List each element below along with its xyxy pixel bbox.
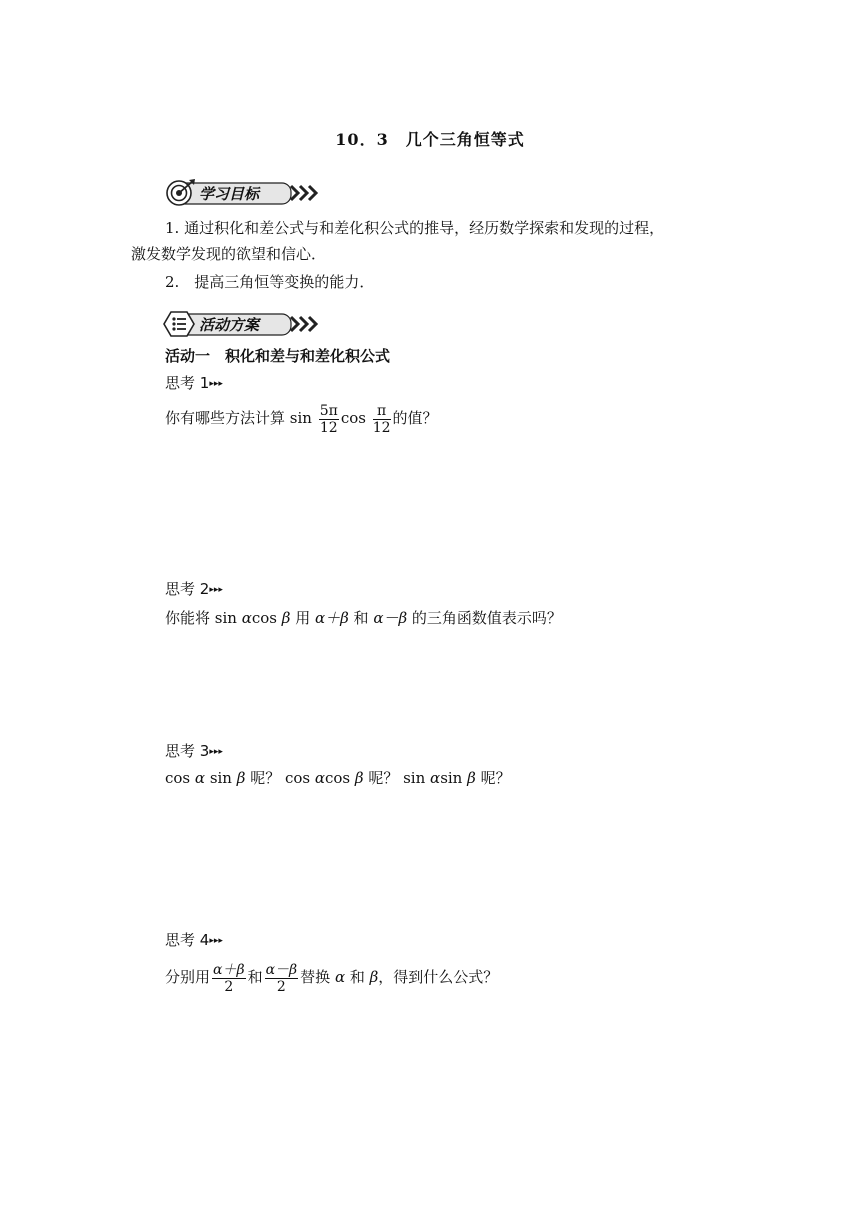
question-3 bbox=[165, 766, 511, 790]
beta-symbol: β bbox=[369, 968, 379, 986]
alpha-minus-beta: α－β bbox=[373, 609, 408, 627]
beta-symbol: β bbox=[467, 769, 476, 787]
q2-text: cos bbox=[251, 609, 282, 627]
q4-text-mid: 和 bbox=[247, 968, 263, 986]
fraction-numerator bbox=[212, 963, 246, 979]
q1-text-post: 的值？ bbox=[392, 409, 438, 427]
fraction-numerator bbox=[265, 963, 299, 979]
fraction-5pi-12 bbox=[319, 404, 339, 435]
alpha-symbol: α bbox=[334, 968, 346, 986]
page-title: 10．3 几个三角恒等式 bbox=[335, 130, 525, 149]
triple-arrow-icon: ▸▸▸ bbox=[209, 747, 223, 757]
fraction-denominator: 12 bbox=[319, 419, 338, 436]
beta-symbol: β bbox=[236, 769, 246, 787]
q3-text: cos bbox=[325, 769, 355, 787]
list-icon bbox=[164, 312, 194, 336]
activities-badge bbox=[163, 309, 323, 339]
fraction-alpha-plus-beta-over-2 bbox=[212, 963, 246, 994]
chevrons-icon bbox=[291, 186, 316, 200]
chevrons-icon bbox=[291, 317, 316, 331]
alpha-symbol: α bbox=[430, 769, 441, 787]
q2-text: 你能将 sin bbox=[165, 609, 242, 627]
objectives-badge bbox=[163, 178, 323, 208]
beta-symbol: β bbox=[354, 769, 364, 787]
alpha-symbol: α bbox=[314, 769, 325, 787]
q3-text: sin bbox=[205, 769, 237, 787]
numerator-expression: α＋β bbox=[213, 961, 245, 978]
objective-1-line-2: 激发数学发现的欲望和信心． bbox=[131, 245, 327, 263]
q1-text-pre: 你有哪些方法计算 sin bbox=[165, 409, 317, 427]
fraction-pi-12 bbox=[373, 404, 391, 435]
q4-text-pre: 分别用 bbox=[165, 968, 211, 986]
question-4 bbox=[165, 955, 498, 999]
q3-text: 呢？ cos bbox=[245, 769, 315, 787]
think-3-text: 思考 3 bbox=[165, 742, 210, 760]
q3-text: 呢？ bbox=[475, 769, 511, 787]
triple-arrow-icon: ▸▸▸ bbox=[209, 585, 223, 595]
fraction-denominator: 2 bbox=[224, 978, 234, 995]
fraction-denominator: 12 bbox=[372, 419, 391, 436]
q4-text: ，得到什么公式？ bbox=[378, 968, 499, 986]
q2-text: 的三角函数值表示吗？ bbox=[407, 609, 562, 627]
fraction-numerator: π bbox=[373, 404, 391, 420]
objectives-badge-label: 学习目标 bbox=[199, 185, 260, 203]
objective-2: 2. 提高三角恒等变换的能力． bbox=[165, 273, 375, 291]
question-2 bbox=[165, 606, 562, 630]
fraction-numerator: 5π bbox=[319, 402, 338, 419]
think-2-label bbox=[165, 578, 223, 599]
think-4-text: 思考 4 bbox=[165, 931, 210, 949]
q3-text: cos bbox=[165, 769, 195, 787]
think-2-text: 思考 2 bbox=[165, 580, 210, 598]
q1-text-mid: cos bbox=[340, 409, 371, 427]
alpha-symbol: α bbox=[194, 769, 206, 787]
activities-badge-label: 活动方案 bbox=[199, 316, 260, 334]
fraction-denominator: 2 bbox=[276, 978, 286, 995]
objective-1-line-1: 1. 通过积化和差公式与和差化积公式的推导，经历数学探索和发现的过程， bbox=[165, 219, 665, 237]
think-1-text: 思考 1 bbox=[165, 374, 210, 392]
q4-text: 替换 bbox=[300, 968, 335, 986]
think-1-label bbox=[165, 372, 223, 393]
q2-text: 和 bbox=[348, 609, 374, 627]
think-4-label bbox=[165, 929, 223, 950]
q3-text: 呢？ sin bbox=[363, 769, 431, 787]
triple-arrow-icon: ▸▸▸ bbox=[209, 936, 223, 946]
q3-text: sin bbox=[440, 769, 468, 787]
fraction-alpha-minus-beta-over-2 bbox=[265, 963, 299, 994]
question-1 bbox=[165, 398, 438, 438]
alpha-symbol: α bbox=[241, 609, 252, 627]
think-3-label bbox=[165, 740, 223, 761]
numerator-expression: α－β bbox=[265, 961, 298, 978]
beta-symbol: β bbox=[281, 609, 291, 627]
activity-1-heading: 活动一 积化和差与和差化积公式 bbox=[165, 347, 391, 365]
q2-text: 用 bbox=[290, 609, 315, 627]
q4-text: 和 bbox=[345, 968, 370, 986]
alpha-plus-beta: α＋β bbox=[314, 609, 349, 627]
triple-arrow-icon: ▸▸▸ bbox=[209, 379, 223, 389]
